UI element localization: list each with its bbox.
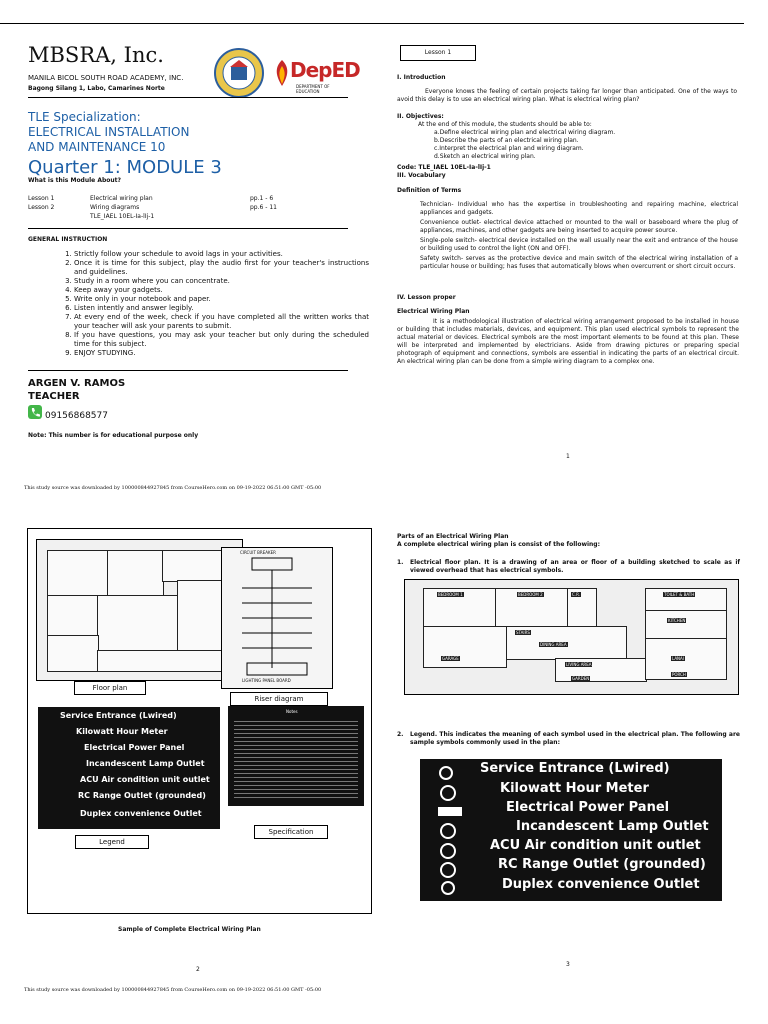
legend-symbol-item: RC Range Outlet (grounded) [498, 857, 706, 872]
school-address: Bagong Silang 1, Labo, Camarines Norte [28, 85, 165, 92]
ewp-text: It is a methodological illustration of electrical wiring arrangement proposed to be installed in house or building that includes materials, devices, and equipment. This plan used electrical symbols to represent the actual material or devices. Electrical symbols are the most important elements to be found at this plan. These will be interpreted and implemented by electricians. Aside from drawing pictures or preparing special photograph of equipment and connections, symbols are essential in indicating the parts of an electrical circuit. An electrical wiring plan can be done from a simple wiring diagram to a complex one. [397, 318, 739, 365]
room-label: LIVING AREA [566, 662, 592, 667]
objective-item: b.Describe the parts of an electrical wiring plan. [434, 137, 579, 144]
lesson-name: Lesson 2 [28, 204, 55, 211]
legend-symbol-item: Electrical Power Panel [506, 800, 670, 815]
phone-note: Note: This number is for educational purpose only [28, 432, 199, 439]
tle-line1: TLE Specialization: [28, 110, 141, 124]
definition-title: Definition of Terms [397, 187, 462, 194]
sample-caption: Sample of Complete Electrical Wiring Plan [118, 926, 261, 933]
lesson-title: Electrical wiring plan [90, 195, 153, 202]
legend-item: Duplex convenience Outlet [80, 809, 202, 818]
riser-lines-graphic [222, 548, 332, 688]
instruction-item: 8. If you have questions, you may ask your teacher but only during the scheduled time for this subject. [74, 331, 369, 349]
quarter-module-title: Quarter 1: MODULE 3 [28, 157, 222, 178]
room-label: LANAI [672, 656, 684, 661]
room-label: BEDROOM 2 [518, 592, 543, 597]
instruction-item: 6. Listen intently and answer legibly. [74, 304, 369, 313]
room-label: TOILET & BATH [664, 592, 695, 597]
term-single-pole-switch: Single-pole switch- electrical device installed on the wall usually near the exit and entrance of the house or building used to control the light (ON and OFF). [420, 237, 738, 252]
term-convenience-outlet: Convenience outlet- electrical device attached or mounted to the wall or baseboard where the plug of appliances, machines, and other gadgets are being inserted to acquire power source. [420, 219, 738, 234]
sample-legend-graphic [38, 707, 220, 829]
term-technician: Technician- Individual who has the expertise in troubleshooting and repairing machine, electrical appliances and gadgets. [420, 201, 738, 216]
riser-top-label: CIRCUIT BREAKER [240, 550, 276, 555]
lesson-code: TLE_IAEL 10EL-Ia-lIj-1 [90, 213, 155, 220]
room-label: GARAGE [442, 656, 459, 661]
room-label: PORCH [672, 672, 686, 677]
lesson-pages: pp.1 - 6 [250, 195, 274, 202]
sample-specification-graphic [228, 706, 364, 806]
sample-riser-diagram [221, 547, 333, 689]
deped-subtitle: DEPARTMENT OF EDUCATION [296, 84, 330, 94]
legend-item: Electrical Power Panel [84, 743, 185, 752]
teacher-name: ARGEN V. RAMOS [28, 378, 126, 389]
parts-item1: Electrical floor plan. It is a drawing of an area or floor of a building sketched to scale as if viewed overhead that has electrical symbols. [410, 559, 740, 574]
legend-item: RC Range Outlet (grounded) [78, 791, 206, 800]
lesson-badge: Lesson 1 [400, 45, 476, 61]
riser-diagram-label: Riser diagram [230, 692, 328, 706]
ewp-title: Electrical Wiring Plan [397, 308, 470, 315]
parts-title: Parts of an Electrical Wiring Plan [397, 533, 509, 540]
tle-specialization [28, 110, 189, 155]
tle-line2: ELECTRICAL INSTALLATION [28, 125, 190, 139]
instruction-item: 3. Study in a room where you can concentrate. [74, 277, 369, 286]
room-label: DINING AREA [540, 642, 567, 647]
header-divider [28, 97, 348, 98]
objectives-list [434, 129, 615, 161]
room-label: BEDROOM 1 [438, 592, 463, 597]
legend-item: Incandescent Lamp Outlet [86, 759, 205, 768]
phone-icon [28, 405, 42, 419]
teacher-role: TEACHER [28, 391, 80, 402]
lesson-pages: pp.6 - 11 [250, 204, 277, 211]
footer-text-1: This study source was downloaded by 100000844927845 from CourseHero.com on 09-19-2022 06:51:00 GMT -05:00 [24, 485, 322, 491]
company-name: MBSRA, Inc. [28, 43, 164, 67]
deped-logo [270, 56, 360, 96]
lesson-proper-title: IV. Lesson proper [397, 294, 456, 301]
terms-list [420, 201, 738, 271]
lesson-divider [28, 228, 348, 229]
intro-title: I. Introduction [397, 74, 446, 81]
top-rule [0, 23, 744, 24]
general-instruction-title: GENERAL INSTRUCTION [28, 236, 108, 243]
legend-item: Service Entrance (Lwired) [60, 711, 177, 720]
term-safety-switch: Safety switch- serves as the protective device and main switch of the electrical wiring installation of a particular house or building; has fuses that automatically blows when overcurrent or short circuit occurs. [420, 255, 738, 270]
room-label: STAIRS [516, 630, 530, 635]
spec-head: Notes [286, 709, 298, 714]
parts-item2-number: 2. [397, 731, 404, 738]
lesson-code-line: Code: TLE_IAEL 10EL-Ia-lIj-1 [397, 164, 491, 171]
objectives-title: II. Objectives: [397, 113, 444, 120]
instruction-item: 9. ENJOY STUDYING. [74, 349, 369, 358]
legend-symbols-icons [434, 765, 468, 895]
page-number-2: 2 [196, 966, 200, 973]
electrical-floor-plan-drawing [404, 579, 739, 695]
legend-symbols-graphic [420, 759, 722, 901]
lesson-table [28, 195, 348, 222]
parts-item2: Legend. This indicates the meaning of each symbol used in the electrical plan. The following are sample symbols commonly used in the plan: [410, 731, 740, 746]
objectives-lead: At the end of this module, the students should be able to: [418, 121, 592, 128]
parts-lead: A complete electrical wiring plan is consist of the following: [397, 541, 601, 548]
objective-item: c.Interpret the electrical plan and wiring diagram. [434, 145, 584, 152]
legend-symbol-item: Duplex convenience Outlet [502, 877, 700, 892]
riser-bottom-label: LIGHTING PANEL BOARD [242, 678, 291, 683]
general-instruction-list [60, 250, 369, 358]
lesson-name: Lesson 1 [28, 195, 55, 202]
room-label: KITCHEN [668, 618, 686, 623]
legend-symbol-item: ACU Air condition unit outlet [490, 838, 701, 853]
room-label: C.R. [572, 592, 580, 597]
footer-text-2: This study source was downloaded by 100000844927845 from CourseHero.com on 09-19-2022 06:51:00 GMT -05:00 [24, 987, 322, 993]
deped-wordmark: DepED [290, 58, 360, 82]
objective-item: d.Sketch an electrical wiring plan. [434, 153, 536, 160]
sample-plan-frame [27, 528, 372, 914]
legend-item: ACU Air condition unit outlet [80, 775, 210, 784]
objective-item: a.Define electrical wiring plan and electrical wiring diagram. [434, 129, 616, 136]
page-number-3: 3 [566, 961, 570, 968]
specification-label: Specification [254, 825, 328, 839]
sample-floor-plan [36, 539, 243, 681]
instruction-item: 7. At every end of the week, check if you have completed all the written works that your teacher will ask your parents to submit. [74, 313, 369, 331]
legend-label: Legend [75, 835, 149, 849]
legend-symbol-item: Incandescent Lamp Outlet [516, 819, 709, 834]
lesson-row-2 [28, 204, 348, 213]
intro-text: Everyone knows the feeling of certain projects taking far longer than anticipated. One of the ways to avoid this delay is to use an electrical wiring plan. What is electrical wiring plan? [397, 88, 737, 103]
legend-item: Kilowatt Hour Meter [76, 727, 168, 736]
legend-symbol-item: Service Entrance (Lwired) [480, 761, 670, 776]
school-name: MANILA BICOL SOUTH ROAD ACADEMY, INC. [28, 74, 184, 82]
lesson-row-1 [28, 195, 348, 204]
instruction-divider [28, 370, 348, 371]
room-label: GARDEN [572, 676, 590, 681]
module-about: What is this Module About? [28, 177, 122, 184]
school-seal-logo [214, 48, 264, 98]
floor-plan-label: Floor plan [74, 681, 146, 695]
vocab-title: III. Vocabulary [397, 172, 446, 179]
instruction-item: 4. Keep away your gadgets. [74, 286, 369, 295]
teacher-phone: 09156868577 [45, 411, 108, 421]
teacher-block [28, 377, 125, 403]
instruction-item: 5. Write only in your notebook and paper. [74, 295, 369, 304]
page-number-1: 1 [566, 453, 570, 460]
legend-symbol-item: Kilowatt Hour Meter [500, 781, 649, 796]
lesson-title: Wiring diagrams [90, 204, 140, 211]
parts-item1-number: 1. [397, 559, 404, 566]
instruction-item: 2. Once it is time for this subject, play the audio first for your teacher's instructions and guidelines. [74, 259, 369, 277]
instruction-item: 1. Strictly follow your schedule to avoid lags in your activities. [74, 250, 369, 259]
tle-line3: AND MAINTENANCE 10 [28, 140, 166, 154]
